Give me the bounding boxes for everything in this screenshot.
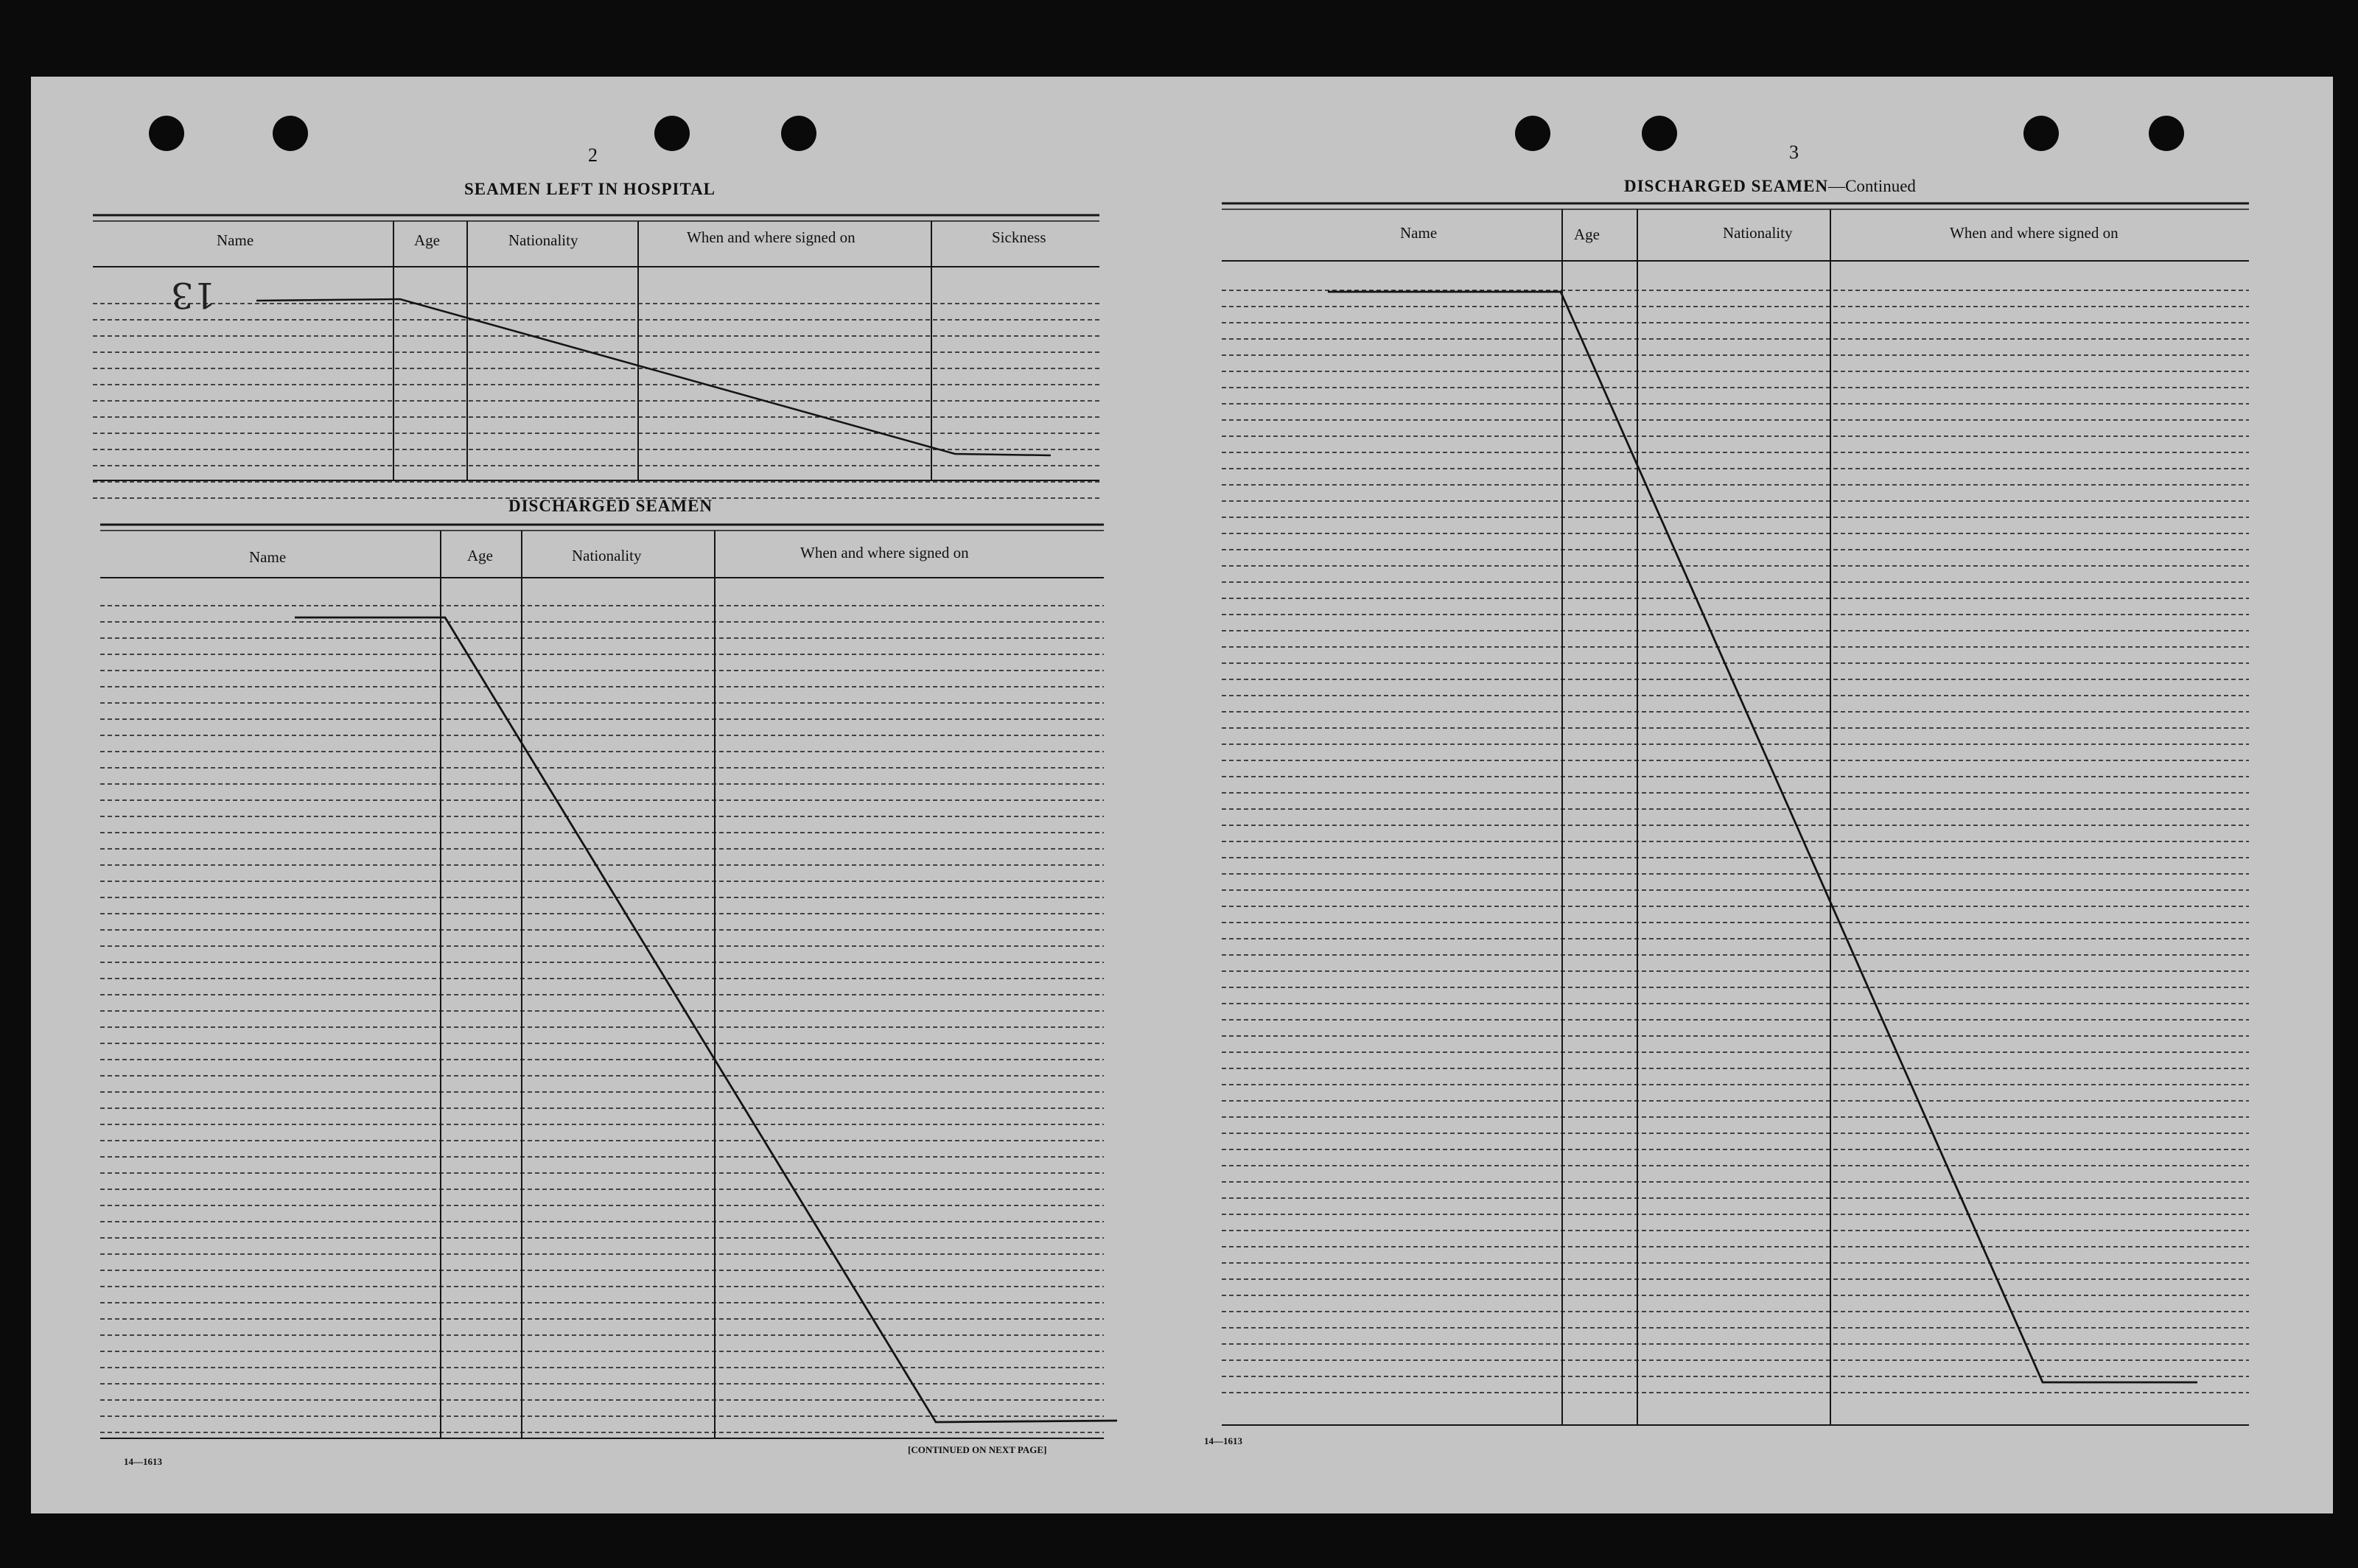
col-when-where: When and where signed on [1950,224,2119,242]
title-continued: —Continued [1828,177,1916,195]
col-sickness: Sickness [992,228,1046,246]
col-age: Age [1574,225,1600,243]
col-nationality: Nationality [572,547,642,564]
page-number: 3 [1789,141,1799,163]
col-when-where: When and where signed on [800,544,969,561]
form-ruling [31,77,2333,1513]
continued-note: [CONTINUED ON NEXT PAGE] [908,1444,1047,1455]
handwritten-mark: 13 [171,274,217,315]
col-when-where: When and where signed on [687,228,856,246]
cancel-line [1328,292,2197,1382]
col-name: Name [217,231,254,249]
form-number: 14—1613 [1204,1435,1242,1446]
discharged-section-title: DISCHARGED SEAMEN [508,497,713,515]
hospital-section-title: SEAMEN LEFT IN HOSPITAL [464,180,716,198]
page-number: 2 [588,144,598,166]
col-nationality: Nationality [508,231,578,249]
title-main: DISCHARGED SEAMEN [1624,177,1829,195]
col-name: Name [249,548,287,566]
col-nationality: Nationality [1723,224,1793,242]
col-age: Age [467,547,493,564]
form-number: 14—1613 [124,1456,162,1467]
document-sheet [31,77,2333,1513]
col-age: Age [414,231,440,249]
cancel-line [295,617,1117,1422]
col-name: Name [1400,224,1438,242]
